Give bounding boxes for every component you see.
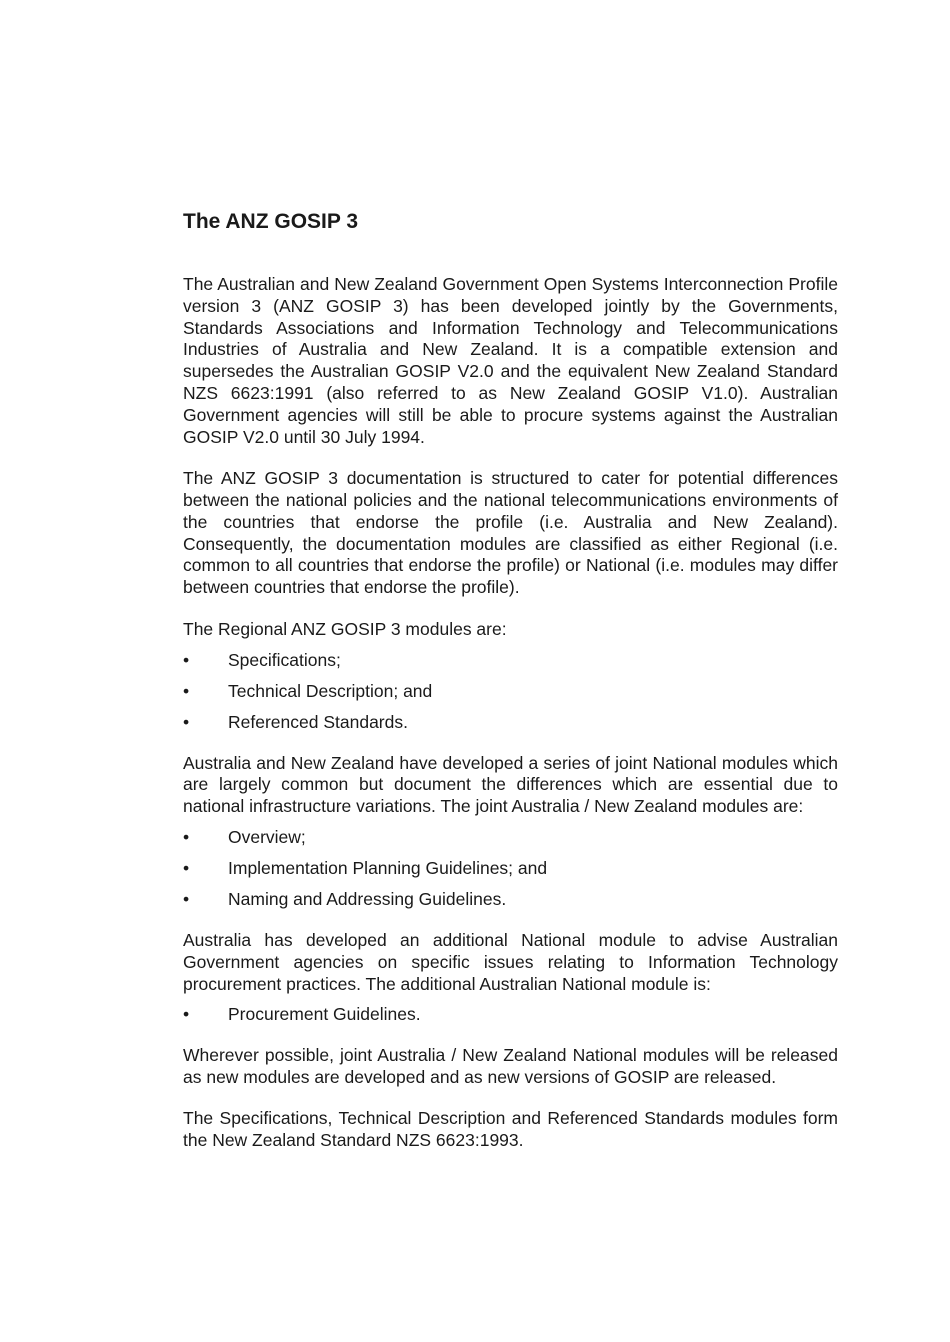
list-item-text: Specifications; xyxy=(228,649,341,670)
list-item-text: Technical Description; and xyxy=(228,680,433,701)
list-item xyxy=(183,827,838,849)
regional-modules-list xyxy=(183,650,838,734)
document-title: The ANZ GOSIP 3 xyxy=(183,210,359,233)
paragraph-regional-lead: The Regional ANZ GOSIP 3 modules are: xyxy=(183,618,507,639)
paragraph-standard: The Specifications, Technical Description and Referenced Standards modules form the New Zealand Standard NZS 6623:1993. xyxy=(183,1108,838,1151)
list-item-text: Referenced Standards. xyxy=(228,711,408,732)
list-item-text: Implementation Planning Guidelines; and xyxy=(228,858,548,879)
list-item xyxy=(183,712,838,734)
list-item xyxy=(183,1004,838,1026)
list-item xyxy=(183,681,838,703)
paragraph-release: Wherever possible, joint Australia / New Zealand National modules will be released as new modules are developed and as new versions of GOSIP are released. xyxy=(183,1045,838,1087)
paragraph-australian-module: Australia has developed an additional National module to advise Australian Government agencies on specific issues relating to Information Technology procurement practices. The additional Australian National module is: xyxy=(183,929,838,994)
list-item xyxy=(183,858,838,880)
paragraph-intro: The Australian and New Zealand Government Open Systems Interconnection Profile version 3 (ANZ GOSIP 3) has been developed jointly by the Governments, Standards Associations and Information Technology and Telecommunications Industries of Australia and New Zealand. It is a compatible extension and supersedes the Australian GOSIP V2.0 and the equivalent New Zealand Standard NZS 6623:1991 (also referred to as New Zealand GOSIP V1.0). Australian Government agencies will still be able to procure systems against the Australian GOSIP V2.0 until 30 July 1994. xyxy=(183,274,838,447)
list-item-text: Procurement Guidelines. xyxy=(228,1004,421,1025)
bullet-icon: • xyxy=(183,680,190,701)
bullet-icon: • xyxy=(183,711,190,732)
bullet-icon: • xyxy=(183,889,190,910)
australian-modules-list xyxy=(183,1004,838,1026)
bullet-icon: • xyxy=(183,649,190,670)
list-item-text: Naming and Addressing Guidelines. xyxy=(228,889,507,910)
list-item xyxy=(183,650,838,672)
bullet-icon: • xyxy=(183,1004,190,1025)
bullet-icon: • xyxy=(183,858,190,879)
list-item xyxy=(183,889,838,911)
list-item-text: Overview; xyxy=(228,826,306,847)
bullet-icon: • xyxy=(183,826,190,847)
document-body xyxy=(183,274,838,1172)
paragraph-structure: The ANZ GOSIP 3 documentation is structured to cater for potential differences between the national policies and the national telecommunications environments of the countries that endorse the profile (i.e. Australia and New Zealand). Consequently, the documentation modules are classified as either Regional (i.e. common to all countries that endorse the profile) or National (i.e. modules may differ between countries that endorse the profile). xyxy=(183,468,838,598)
joint-modules-list xyxy=(183,827,838,911)
paragraph-joint-modules: Australia and New Zealand have developed a series of joint National modules which are largely common but document the differences which are essential due to national infrastructure variations. The joint Australia / New Zealand modules are: xyxy=(183,752,838,817)
